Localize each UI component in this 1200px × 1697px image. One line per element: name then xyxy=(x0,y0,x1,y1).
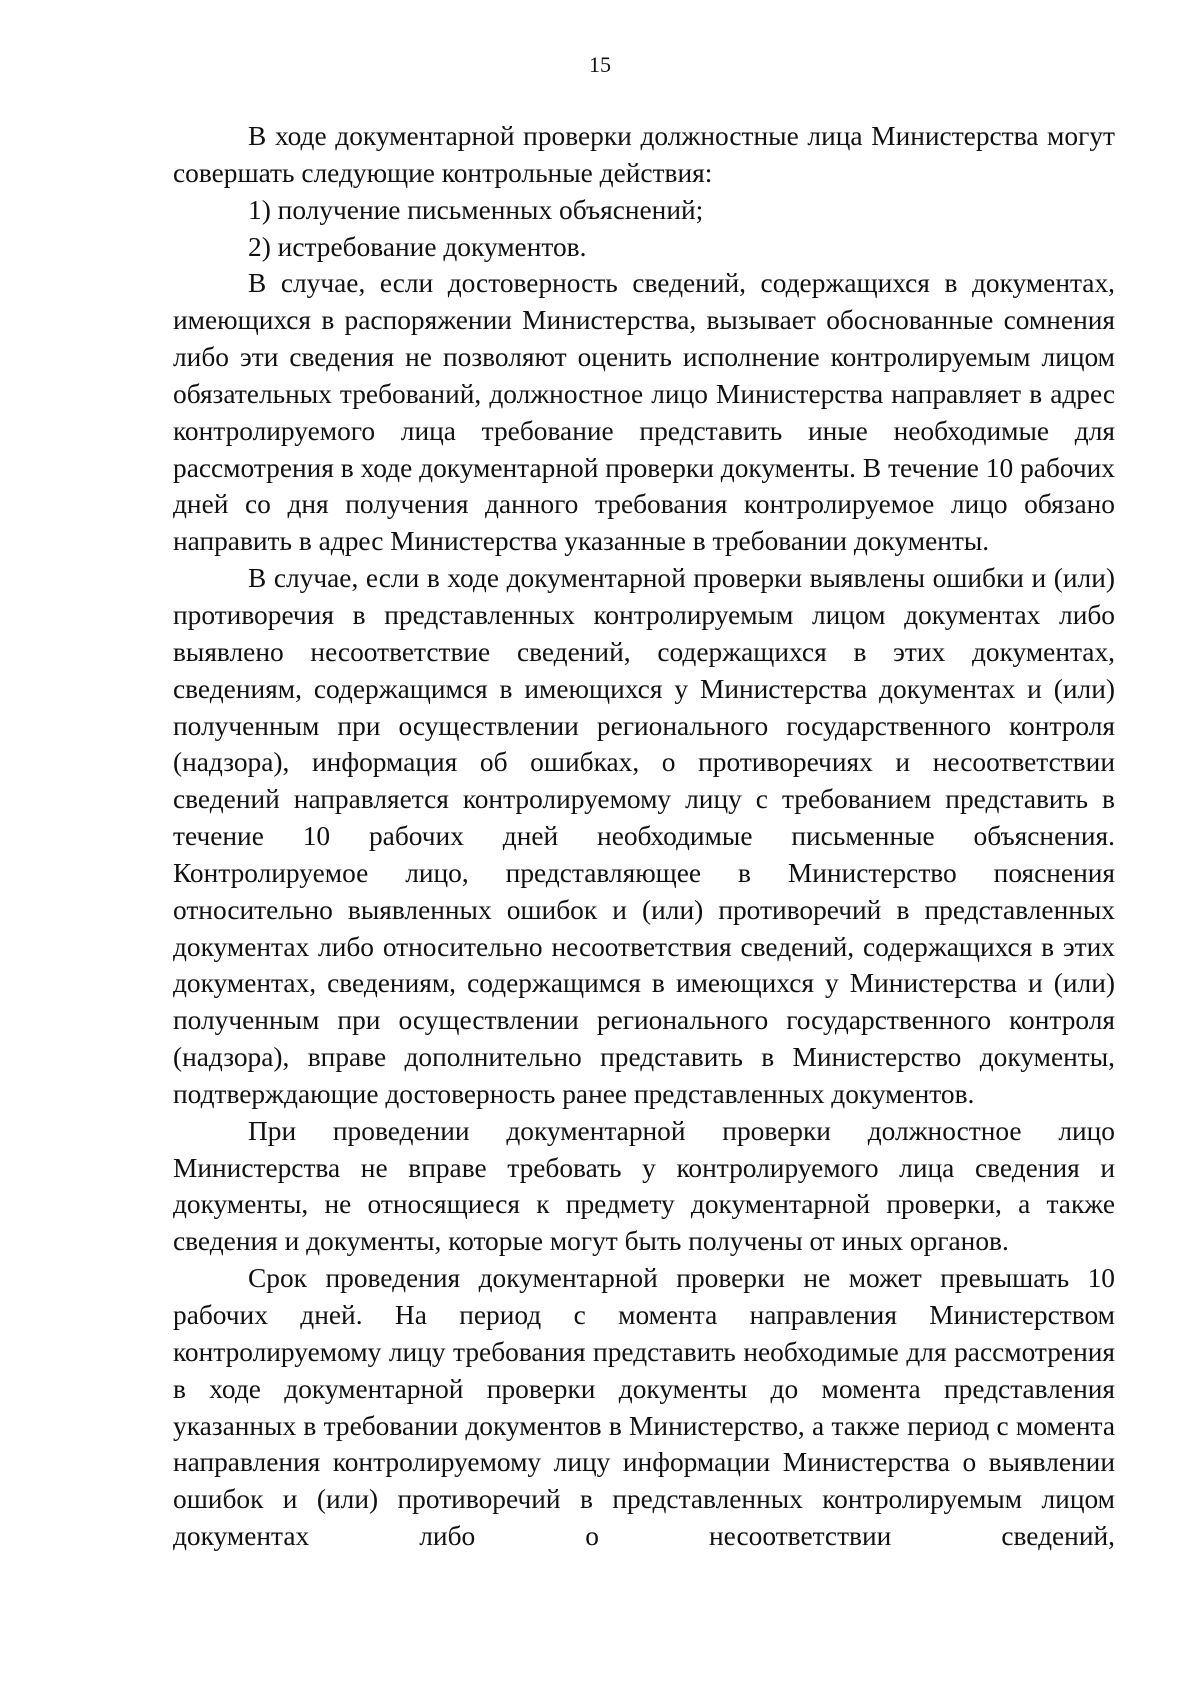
document-body xyxy=(173,118,1115,1555)
paragraph-inspection-term: Срок проведения документарной проверки не может превышать 10 рабочих дней. На период с момента направления Министерством контролируемому лицу требования представить необходимые для рассмотрения в ходе документарной проверки документы до момента представления указанных в требовании документов в Министерство, а также период с момента направления контролируемому лицу информации Министерства о выявлении ошибок и (или) противоречий в представленных контролируемым лицом документах либо о несоответствии сведений, xyxy=(173,1263,1115,1552)
paragraph-restrictions: При проведении документарной проверки должностное лицо Министерства не вправе требовать у контролируемого лица сведения и документы, не относящиеся к предмету документарной проверки, а также сведения и документы, которые могут быть получены от иных органов. xyxy=(173,1115,1115,1257)
paragraph-inspection-actions: В ходе документарной проверки должностные лица Министерства могут совершать следующие контрольные действия: xyxy=(173,121,1115,188)
paragraph-list-item-explanations: 1) получение письменных объяснений; xyxy=(248,194,704,225)
page-number: 15 xyxy=(589,52,611,77)
paragraph-reliability-doubts: В случае, если достоверность сведений, содержащихся в документах, имеющихся в распоряжении Министерства, вызывает обоснованные сомнения либо эти сведения не позволяют оценить исполнение контролируемым лицом обязательных требований, должностное лицо Министерства направляет в адрес контролируемого лица требование представить иные необходимые для рассмотрения в ходе документарной проверки документы. В течение 10 рабочих дней со дня получения данного требования контролируемое лицо обязано направить в адрес Министерства указанные в требовании документы. xyxy=(173,268,1115,557)
paragraph-errors-contradictions: В случае, если в ходе документарной проверки выявлены ошибки и (или) противоречия в представленных контролируемым лицом документах либо выявлено несоответствие сведений, содержащихся в этих документах, сведениям, содержащимся в имеющихся у Министерства документах и (или) полученным при осуществлении регионального государственного контроля (надзора), информация об ошибках, о противоречиях и несоответствии сведений направляется контролируемому лицу с требованием представить в течение 10 рабочих дней необходимые письменные объяснения. Контролируемое лицо, представляющее в Министерство пояснения относительно выявленных ошибок и (или) противоречий в представленных документах либо относительно несоответствия сведений, содержащихся в этих документах, сведениям, содержащимся в имеющихся у Министерства и (или) полученным при осуществлении регионального государственного контроля (надзора), вправе дополнительно представить в Министерство документы, подтверждающие достоверность ранее представленных документов. xyxy=(173,563,1115,1109)
paragraph-list-item-documents: 2) истребование документов. xyxy=(248,231,587,262)
